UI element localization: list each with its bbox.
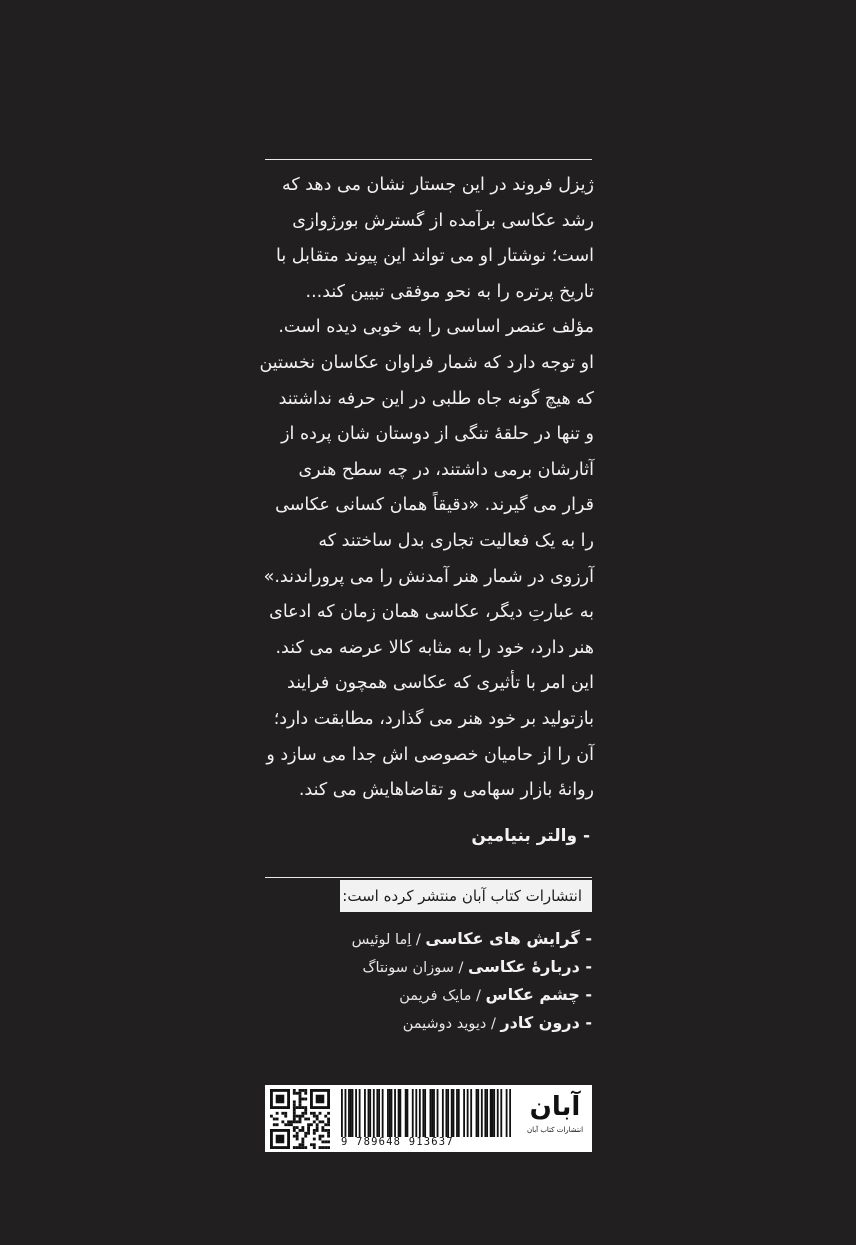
- blurb-line: این امر با تأثیری که عکاسی همچون فرایند: [287, 673, 594, 694]
- book-author: / اِما لوئیس: [351, 932, 426, 948]
- barcode-bar: [348, 1089, 350, 1137]
- book-title: - دربارهٔ عکاسی: [467, 957, 592, 976]
- blurb-line: قرار می گیرند. «دقیقاً همان کسانی عکاسی: [275, 495, 594, 516]
- list-item: [352, 981, 592, 1009]
- barcode-bar: [364, 1089, 366, 1137]
- barcode-bar: [463, 1089, 465, 1137]
- book-author: / سوزان سونتاگ: [362, 960, 468, 976]
- blurb-line: تاریخ پرتره را به نحو موفقی تبیین کند...: [305, 281, 594, 302]
- book-list: [352, 925, 592, 1037]
- barcode-bar: [442, 1089, 444, 1137]
- barcode-digits: 9 789648 913637: [341, 1136, 454, 1148]
- quote-author: - والتر بنیامین: [471, 826, 590, 846]
- publisher-heading: انتشارات کتاب آبان منتشر کرده است:: [340, 880, 592, 912]
- barcode-bar: [453, 1089, 455, 1137]
- barcode-bars: [341, 1089, 511, 1137]
- barcode-bar: [405, 1089, 407, 1137]
- barcode-bar: [447, 1089, 449, 1137]
- blurb-line: آرزوی در شمار هنر آمدنش را می پروراندند.»: [263, 566, 594, 587]
- logo-caption: انتشارات کتاب آبان: [526, 1126, 584, 1134]
- barcode-bar: [382, 1089, 384, 1137]
- barcode-bar: [497, 1089, 499, 1137]
- barcode-bar: [376, 1089, 378, 1137]
- barcode-bar: [431, 1089, 433, 1137]
- barcode-bar: [368, 1089, 370, 1137]
- barcode-bar: [493, 1089, 495, 1137]
- barcode-bar: [352, 1089, 354, 1137]
- barcode-bar: [407, 1089, 409, 1137]
- barcode-bar: [500, 1089, 502, 1137]
- barcode-bar: [424, 1089, 426, 1137]
- blurb-line: مؤلف عنصر اساسی را به خوبی دیده است.: [278, 317, 594, 338]
- barcode-bar: [391, 1089, 393, 1137]
- blurb-text: [259, 168, 594, 809]
- barcode-bar: [490, 1089, 492, 1137]
- barcode-bar: [433, 1089, 435, 1137]
- barcode-bar: [387, 1089, 389, 1137]
- middle-divider: [265, 877, 592, 878]
- book-title: - چشم عکاس: [485, 985, 592, 1004]
- blurb-line: روانهٔ بازار سهامی و تقاضاهایش می کند.: [298, 780, 594, 801]
- publisher-logo: [522, 1089, 588, 1148]
- barcode-bar: [355, 1089, 357, 1137]
- barcode-bar: [477, 1089, 479, 1137]
- blurb-line: آثارشان برمی داشتند، در چه سطح هنری: [298, 459, 594, 480]
- barcode-bar: [415, 1089, 417, 1137]
- barcode-bar: [458, 1089, 460, 1137]
- barcode-bar: [369, 1089, 371, 1137]
- list-item: [352, 925, 592, 953]
- blurb-line: و تنها در حلقهٔ تنگی از دوستان شان پرده از: [281, 424, 594, 445]
- blurb-line: را به یک فعالیت تجاری بدل ساختند که: [318, 530, 594, 551]
- barcode-bar: [486, 1089, 488, 1137]
- barcode-bar: [373, 1089, 375, 1137]
- barcode-bar: [350, 1089, 352, 1137]
- barcode-bar: [445, 1089, 447, 1137]
- barcode-bar: [456, 1089, 458, 1137]
- barcode-bar: [481, 1089, 483, 1137]
- barcode-bar: [451, 1089, 453, 1137]
- barcode-bar: [430, 1089, 432, 1137]
- blurb-line: آن را از حامیان خصوصی اش جدا می سازد و: [266, 744, 594, 765]
- barcode-bar: [470, 1089, 472, 1137]
- logo-mark: آبان: [529, 1092, 581, 1122]
- barcode-bar: [422, 1089, 424, 1137]
- barcode-bar: [345, 1089, 347, 1137]
- book-title: - درون کادر: [500, 1013, 592, 1032]
- barcode-panel: [265, 1085, 592, 1152]
- qr-code-icon: [269, 1089, 331, 1149]
- blurb-line: او توجه دارد که شمار فراوان عکاسان نخستین: [259, 352, 594, 373]
- blurb-line: ژیزل فروند در این جستار نشان می دهد که: [281, 175, 594, 195]
- barcode-bar: [394, 1089, 396, 1137]
- blurb-line: است؛ نوشتار او می تواند این پیوند متقابل با: [276, 246, 594, 267]
- barcode-bar: [412, 1089, 414, 1137]
- barcode-bar: [437, 1089, 439, 1137]
- barcode-bar: [484, 1089, 486, 1137]
- barcode-bar: [509, 1089, 511, 1137]
- blurb-line: هنر دارد، خود را به مثابه کالا عرضه می کند.: [275, 637, 594, 658]
- barcode-bar: [492, 1089, 494, 1137]
- blurb-line: که هیچ گونه جاه طلبی در این حرفه نداشتند: [278, 388, 594, 409]
- blurb-line: به عبارتِ دیگر، عکاسی همان زمان که ادعای: [269, 602, 594, 623]
- barcode-bar: [467, 1089, 469, 1137]
- blurb-line: رشد عکاسی برآمده از گسترش بورژوازی: [292, 210, 594, 231]
- barcode-bar: [419, 1089, 421, 1137]
- list-item: [352, 953, 592, 981]
- blurb-line: بازتولید بر خود هنر می گذارد، مطابقت دارد؛: [273, 708, 594, 729]
- book-title: - گرایش های عکاسی: [425, 929, 592, 948]
- barcode-bar: [506, 1089, 508, 1137]
- barcode-bar: [398, 1089, 400, 1137]
- top-divider: [265, 159, 592, 160]
- barcode-bar: [389, 1089, 391, 1137]
- barcode-bar: [476, 1089, 478, 1137]
- list-item: [352, 1009, 592, 1037]
- book-author: / دیوید دوشیمن: [402, 1016, 501, 1032]
- barcode-bar: [359, 1089, 361, 1137]
- barcode-bar: [378, 1089, 380, 1137]
- book-author: / مایک فریمن: [399, 988, 486, 1004]
- barcode-bar: [399, 1089, 401, 1137]
- barcode-bar: [341, 1089, 343, 1137]
